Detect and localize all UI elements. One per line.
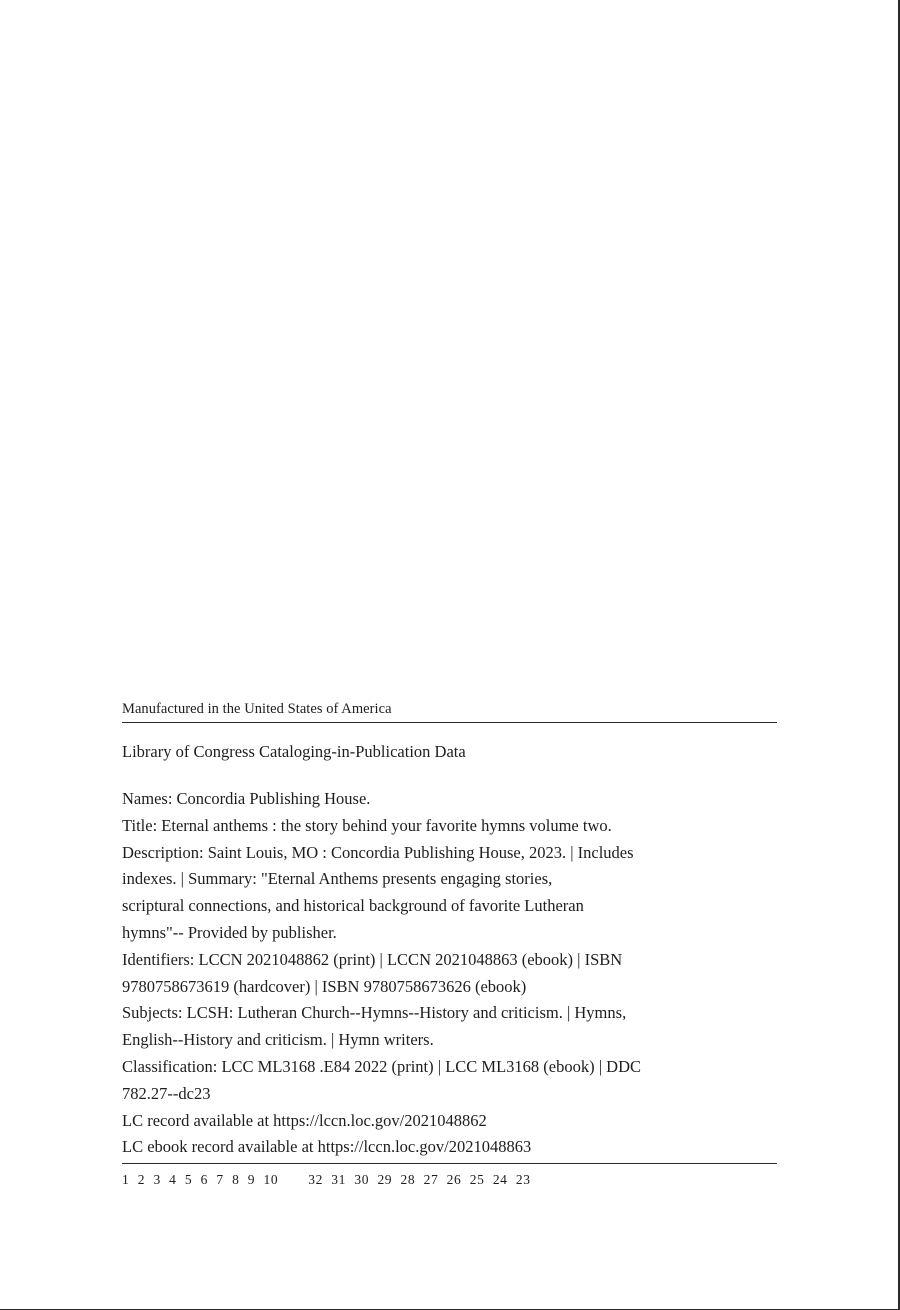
cip-entry-classification (122, 1054, 707, 1108)
printing-line (122, 1170, 777, 1190)
cip-entry-lc-record (122, 1108, 707, 1135)
cip-entries (122, 786, 777, 1161)
cip-entry-description (122, 840, 707, 947)
entry-line: 9780758673619 (hardcover) | ISBN 9780758673626 (ebook) (122, 976, 527, 996)
entry-line: 782.27--dc23 (122, 1083, 211, 1103)
entry-line: Classification: LCC ML3168 .E84 2022 (print) | LCC ML3168 (ebook) | DDC (122, 1056, 641, 1076)
cip-entry-title (122, 813, 707, 840)
bottom-divider (122, 1163, 777, 1164)
entry-line: Names: Concordia Publishing House. (122, 789, 371, 808)
entry-line: Identifiers: LCCN 2021048862 (print) | LCCN 2021048863 (ebook) | ISBN (122, 949, 623, 969)
cip-heading: Library of Congress Cataloging-in-Publication Data (122, 742, 466, 761)
entry-line: English--History and criticism. | Hymn writers. (122, 1030, 434, 1050)
entry-line: scriptural connections, and historical background of favorite Lutheran (122, 896, 584, 916)
printing-numbers: 1 2 3 4 5 6 7 8 9 10 (122, 1172, 279, 1188)
entry-line: Title: Eternal anthems : the story behind your favorite hymns volume two. (122, 815, 612, 835)
entry-line: Subjects: LCSH: Lutheran Church--Hymns--History and criticism. | Hymns, (122, 1003, 627, 1023)
top-divider (122, 722, 777, 723)
entry-line: indexes. | Summary: "Eternal Anthems presents engaging stories, (122, 869, 553, 889)
entry-line: Description: Saint Louis, MO : Concordia Publishing House, 2023. | Includes (122, 842, 634, 862)
copyright-block (122, 698, 777, 1190)
cip-entry-names (122, 786, 707, 813)
entry-line: LC ebook record available at https://lccn.loc.gov/2021048863 (122, 1137, 532, 1157)
cip-entry-subjects (122, 1000, 707, 1054)
printing-years: 32 31 30 29 28 27 26 25 24 23 (308, 1172, 531, 1188)
cip-entry-identifiers (122, 947, 707, 1001)
manufactured-notice: Manufactured in the United States of America (122, 701, 392, 717)
entry-line: LC record available at https://lccn.loc.gov/2021048862 (122, 1110, 487, 1130)
cip-entry-lc-ebook-record (122, 1134, 707, 1161)
entry-line: hymns"-- Provided by publisher. (122, 922, 337, 942)
